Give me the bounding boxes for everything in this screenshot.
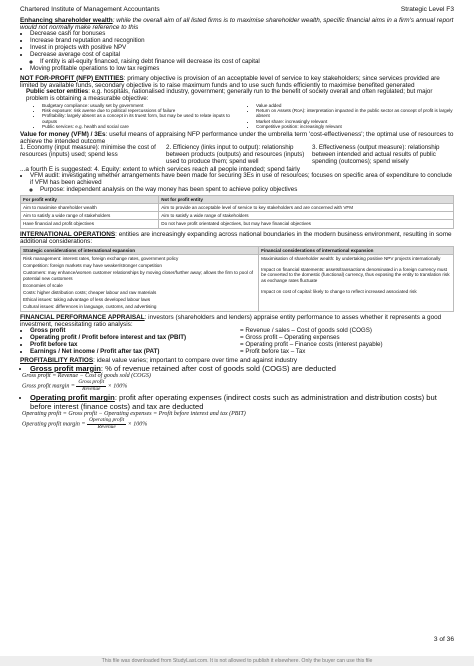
vfm-list [20, 173, 454, 194]
section-fpa [20, 314, 454, 328]
list-item: • Invest in projects with positive NPV [30, 45, 454, 52]
definition: = Profit before tax – Tax [240, 347, 306, 355]
header-right: Strategic Level F3 [400, 6, 454, 13]
list-item: • Gross profit margin: % of revenue retained after cost of goods sold (COGS) are deducted [30, 365, 454, 373]
ps-item: Public sector entities: e.g. hospitals, nationalised industry, government; generally run to the benefit of society overall and often regulated; but major problem is obtaining a measurable objective: [26, 87, 433, 102]
economy-block: 1. Economy (input measure): minimise the cost of resources (inputs) used; spend less [20, 144, 156, 159]
list-item: • Decrease cash for bonuses [30, 31, 454, 38]
fpa-definitions [20, 328, 454, 356]
list-item: • VFM audit: investigating whether arrangements have been made for securing 3Es in use of resources; focuses on specific area of expenditure to conclude if VFM has been achieved [30, 173, 454, 187]
fraction: $\frac{\text{Gross profit}}{\text{Revenue}}$ [78, 378, 105, 392]
section-vfm [20, 131, 454, 145]
profit-vs-nfp-table [20, 195, 454, 229]
shareholder-list [20, 31, 454, 72]
table-row [21, 204, 454, 212]
formula: Gross profit margin = $\frac{\text{Gross profit}}{\text{Revenue}}$ × 100% [22, 378, 128, 392]
table-row [21, 212, 454, 220]
section-text: : investors (shareholders and lenders) appraise entity performance to asses whether it represents a good investment, necessitating ratio analysis: [20, 313, 442, 328]
section-text: : entities are increasingly expanding across national boundaries in the modern business environment, resulting in some additional considerations: [20, 230, 452, 245]
table-cell: Have financial and profit objectives [21, 220, 159, 228]
section-text: : while the overall aim of all listed firms is to maximise shareholder wealth, specific financial aims in a firm's annual report would not normally make reference to this [20, 17, 454, 32]
list-item: • Operating profit margin: profit after operating expenses (indirect costs such as administration and distribution costs) but before interest (finance costs) and tax are deducted [30, 394, 454, 411]
list-item: • Budgetary compliance: usually set by government [42, 103, 240, 108]
definition: = Revenue / sales – Cost of goods sold (COGS) [240, 326, 372, 334]
equity-line: ...a fourth E is suggested: 4. Equity: extent to which services reach all people intended; spend fairly [20, 166, 300, 174]
table-cell: Aim to maximise shareholder wealth [21, 204, 159, 212]
ratio-list [20, 365, 454, 373]
three-es [20, 145, 454, 166]
table-header-row [21, 195, 454, 203]
section-title: NOT FOR-PROFIT (NFP) ENTITIES [20, 74, 124, 82]
section-title: INTERNATIONAL OPERATIONS [20, 230, 116, 238]
column-header: Not for profit entity [159, 195, 454, 203]
list-item: • Moving profitable operations to low tax regimes [30, 66, 454, 73]
effectiveness-block: 3. Effectiveness (output measure): relationship between intended and actual results of public spending (outcomes); spend wisely [312, 144, 440, 166]
list-item: • Return on Assets (RoA): interpretation impacted in the public sector as concept of profit is largely absent [256, 108, 454, 119]
section-shareholder-wealth [20, 17, 454, 31]
section-international [20, 231, 454, 245]
page-header [20, 6, 454, 17]
formula: Operating profit margin = $\frac{\text{Operating profit}}{\text{Revenue}}$ × 100% [22, 416, 148, 430]
ps-container [20, 89, 454, 103]
cell-line: Economies of scale [23, 282, 63, 288]
formula: Operating profit = Gross profit − Operating expenses = Profit before interest and tax (PBIT) [22, 410, 246, 417]
section-title: Enhancing shareholder wealth [20, 17, 113, 24]
table-cell: Do not have profit orientated objectives, but may have financial objectives [159, 220, 454, 228]
list-item: • Operating profit / Profit before interest and tax (PBIT) [30, 335, 234, 342]
table-row [21, 220, 454, 228]
download-footer: This file was downloaded from StudyLast.com. It is not allowed to publish it elsewhere. Only the buyer can use this file [0, 656, 474, 666]
section-title: Value for money (VFM) / 3Es [20, 131, 106, 139]
ps-measures [20, 103, 454, 129]
list-item: • Decrease average cost of capital ◦ If entity is all-equity financed, raising debt finance will decrease its cost of capital [30, 52, 454, 66]
list-item: • Public services: e.g. health and social care [42, 124, 240, 129]
list-item: • Profit before tax [30, 342, 234, 349]
cell-line: Risk management: interest rates, foreign exchange rates, government policy [23, 256, 179, 262]
section-nfp [20, 75, 454, 89]
cell-line: Impact on cost of capital: likely to change to reflect increased associated risk [261, 288, 417, 294]
table-cell: Aim to satisfy a wide range of stakeholders [159, 212, 454, 220]
list-item: • Value added [256, 103, 454, 108]
list-item: • Profitability: largely absent as a concept in its truest form, but may be used to relate inputs to outputs [42, 113, 240, 124]
fraction: $\frac{\text{Operating profit}}{\text{Revenue}}$ [88, 416, 125, 430]
section-text: : useful means of appraising NFP performance under the umbrella term 'cost-effectiveness'; the optimal use of resources to achieve the intended outcome [20, 131, 454, 146]
ratio-list [20, 394, 454, 411]
list-item: • Competitive position: increasingly relevant [256, 124, 454, 129]
section-text: : primary objective is provision of an acceptable level of service to key stakeholders; since services provided are limited by available funds, secondary objective is to raise maximum funds and to use such funds efficiently to maximise benefited generated [20, 74, 440, 89]
international-table [20, 246, 454, 312]
sub-list-item: ◦ Purpose: independent analysis on the way money has been spent to achieve policy objectives [40, 187, 454, 194]
page-number: 3 of 36 [433, 636, 454, 643]
table-cell: Aim to provide an acceptable level of service to key stakeholders and are concerned with VFM [159, 204, 454, 212]
cell-line: Cultural issues: differences in language, customs, and advertising [23, 304, 157, 310]
definition: = Operating profit – Finance costs (interest payable) [240, 340, 383, 348]
definition: = Gross profit – Operating expenses [240, 333, 340, 341]
column-header: For profit entity [21, 195, 159, 203]
efficiency-block: 2. Efficiency (links input to output): relationship between products (outputs) and resources (inputs) used to produce them; spend well [166, 144, 305, 166]
list-item: • Risk exposure: risk averse due to political repercussions of failure [42, 108, 240, 113]
list-item: • Earnings / Net income / Profit after tax (PAT) [30, 349, 234, 356]
cell-line: Competition: foreign markets may have weaker/stronger competition [23, 263, 162, 269]
table-header-row [21, 246, 454, 254]
list-item: • Increase brand reputation and recognition [30, 38, 454, 45]
section-title: FINANCIAL PERFORMANCE APPRAISAL [20, 313, 145, 321]
table-cell [259, 255, 454, 312]
cell-line: Costs: higher distribution costs; cheaper labour and raw materials [23, 290, 157, 296]
sub-list-item: ◦ If entity is all-equity financed, raising debt finance will decrease its cost of capital [40, 59, 454, 66]
formula: Gross profit = Revenue − Cost of goods sold (COGS) [22, 372, 151, 379]
column-header: Financial considerations of international expansion [259, 246, 454, 254]
section-title: PROFITABILITY RATIOS [20, 357, 94, 365]
list-item: • Gross profit [30, 328, 234, 335]
document-page [20, 6, 454, 430]
cell-line: Customers: may enhance/worsen customer relationships by moving closer/further away; allows the firm to pool of potential new customers [23, 270, 254, 281]
sub-wrap [30, 187, 454, 194]
cell-line: Maximisation of shareholder wealth: by undertaking positive NPV projects internationally [261, 256, 441, 262]
column-header: Strategic considerations of international expansion [21, 246, 259, 254]
list-item: • Market share: increasingly relevant [256, 119, 454, 124]
section-text: : ideal value varies; important to compare over time and against industry [93, 357, 298, 365]
cell-line: Impact on financial statements: assets/transactions denominated in a foreign currency must be converted to the domestic (functional) currency, thus exposing the entity to translation risk as exchange rates fluctuate [261, 267, 450, 283]
header-left: Chartered Institute of Management Accountants [20, 6, 160, 13]
table-row [21, 255, 454, 312]
cell-line: Ethical issues: taking advantage of less developed labour laws [23, 297, 151, 303]
table-cell: Aim to satisfy a wide range of stakeholders [21, 212, 159, 220]
table-cell [21, 255, 259, 312]
